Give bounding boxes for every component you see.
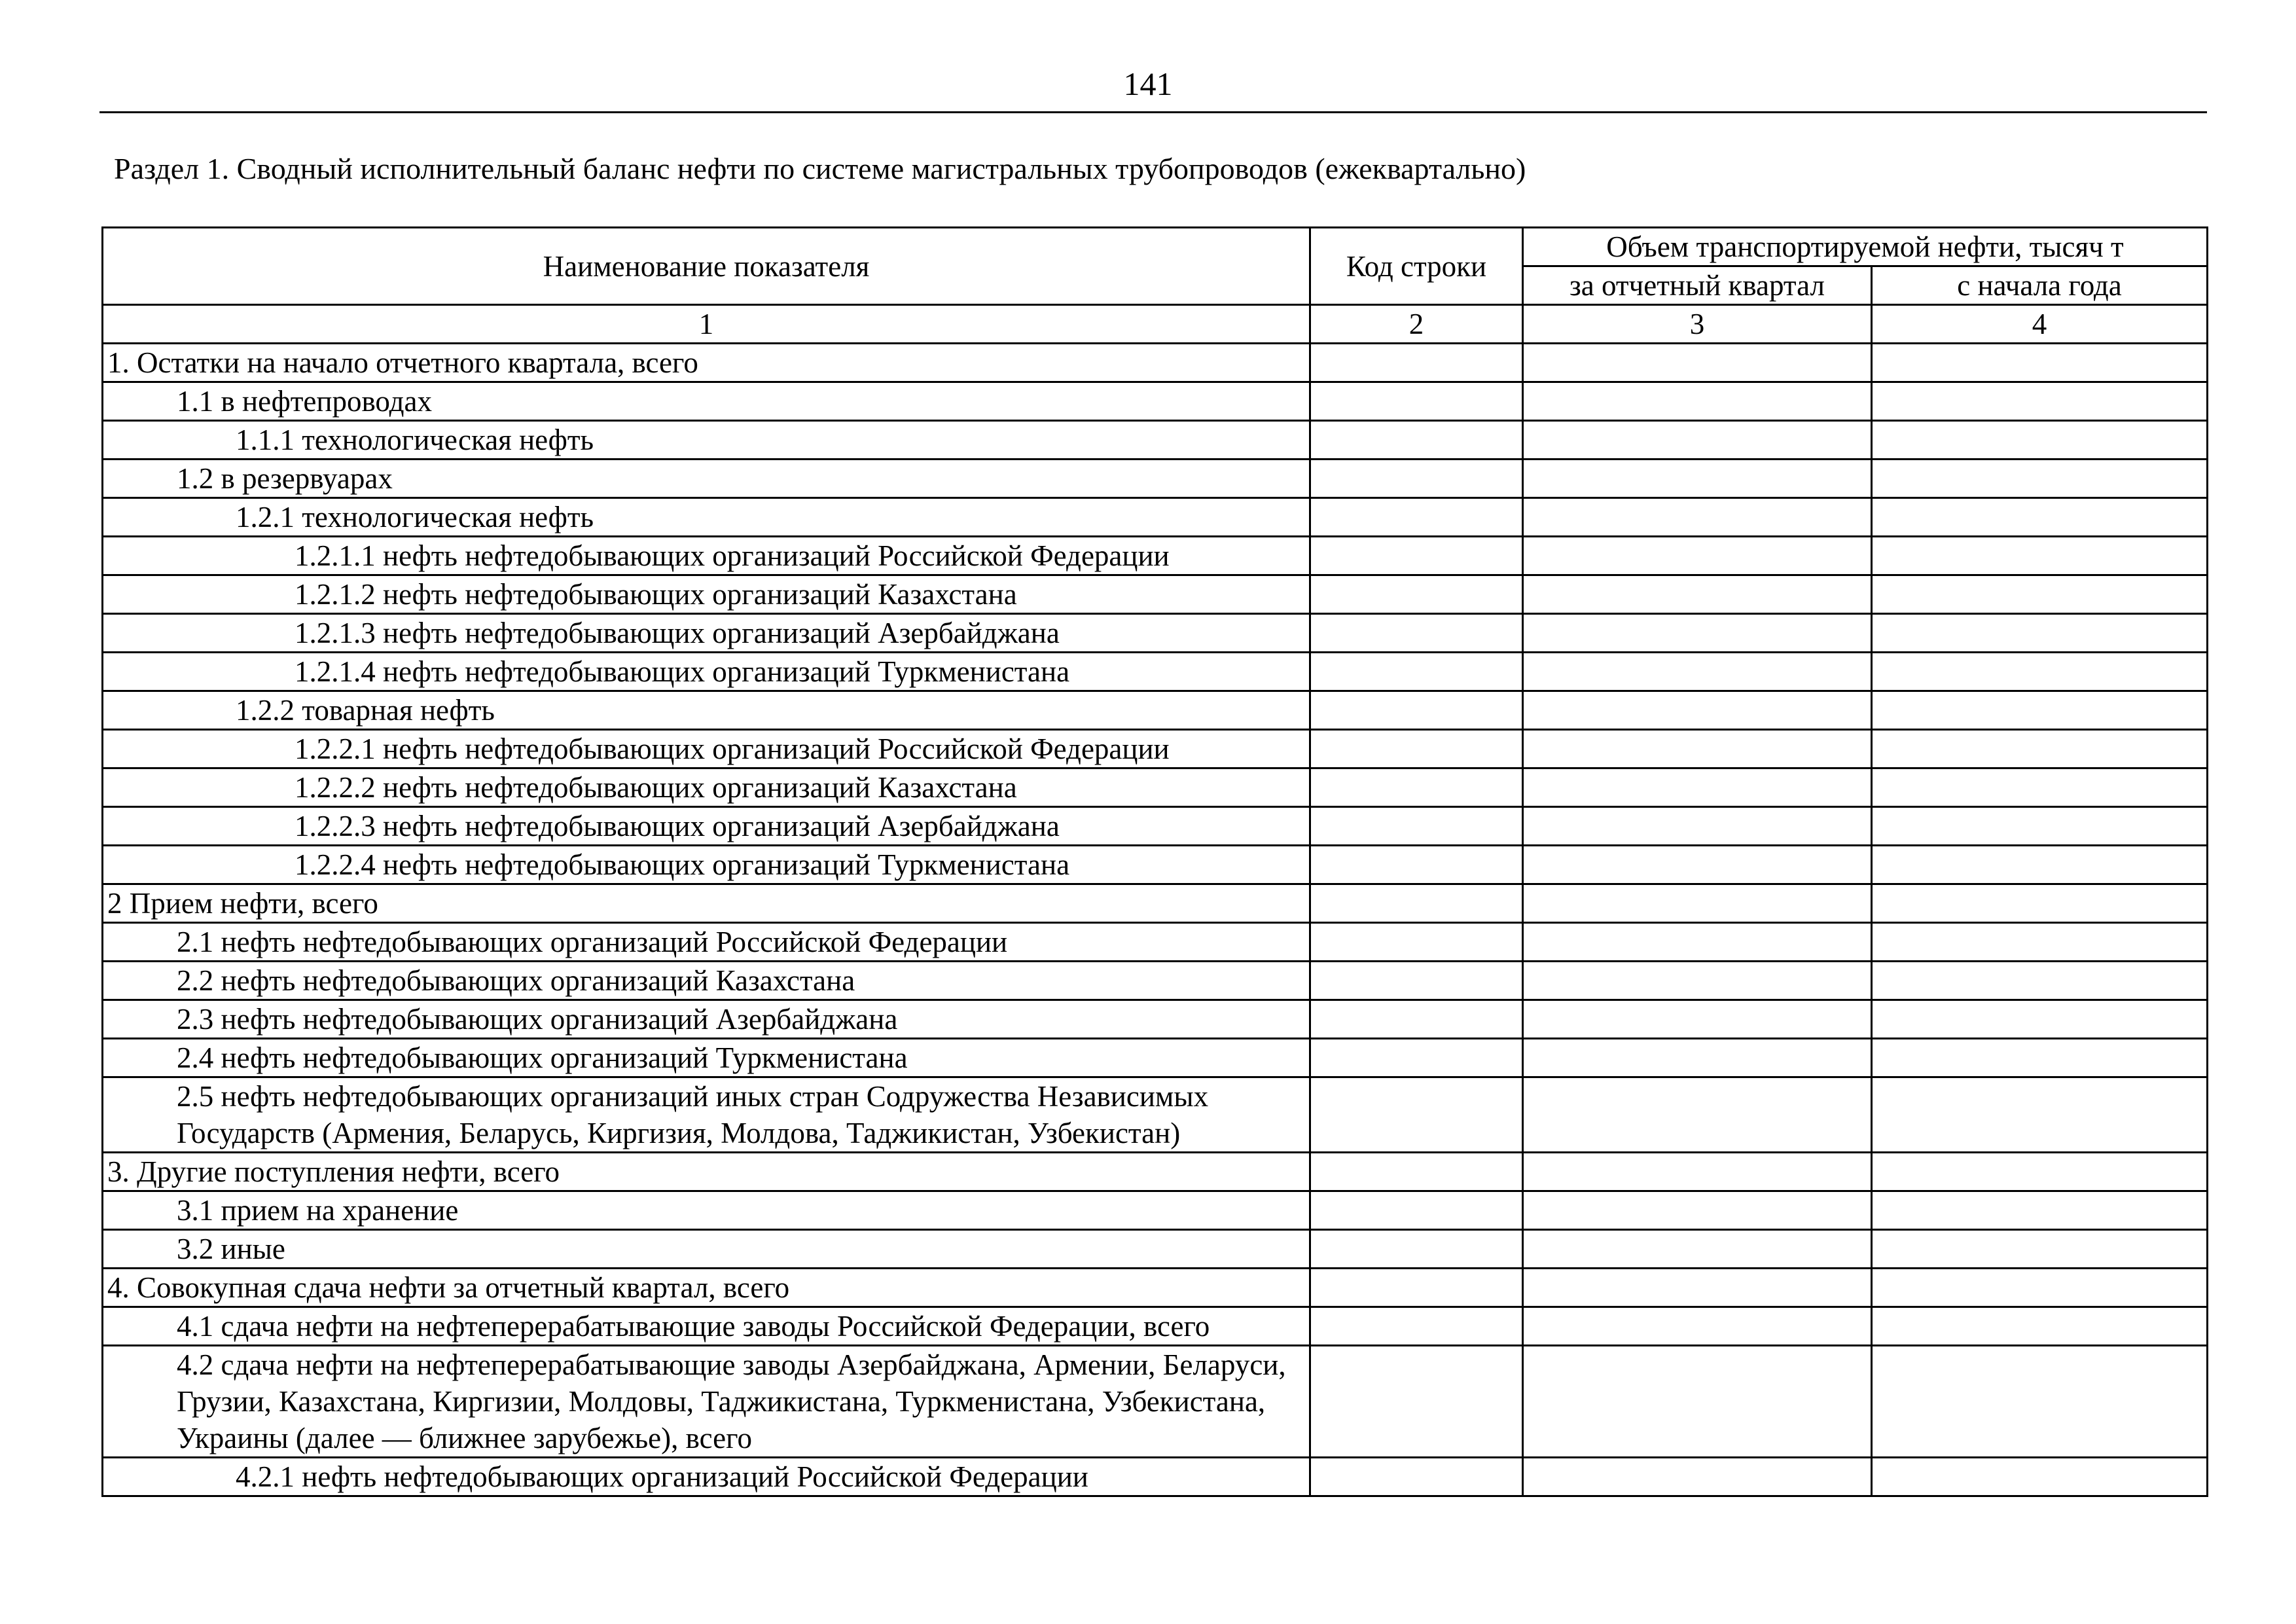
- indicator-label: 1.2.1 технологическая нефть: [103, 498, 1310, 537]
- header-row-code: Код строки: [1310, 228, 1523, 305]
- quarter-value-cell[interactable]: [1523, 1230, 1872, 1269]
- ytd-value-cell[interactable]: [1872, 1307, 2208, 1346]
- row-code-cell[interactable]: [1310, 1346, 1523, 1458]
- row-code-cell[interactable]: [1310, 1191, 1523, 1230]
- header-year-to-date: с начала года: [1872, 266, 2208, 305]
- ytd-value-cell[interactable]: [1872, 498, 2208, 537]
- quarter-value-cell[interactable]: [1523, 807, 1872, 846]
- row-code-cell[interactable]: [1310, 421, 1523, 460]
- row-code-cell[interactable]: [1310, 1230, 1523, 1269]
- ytd-value-cell[interactable]: [1872, 923, 2208, 962]
- ytd-value-cell[interactable]: [1872, 344, 2208, 382]
- row-code-cell[interactable]: [1310, 382, 1523, 421]
- quarter-value-cell[interactable]: [1523, 846, 1872, 884]
- ytd-value-cell[interactable]: [1872, 421, 2208, 460]
- table-row: [103, 691, 2208, 730]
- table-row: [103, 1346, 2208, 1458]
- quarter-value-cell[interactable]: [1523, 344, 1872, 382]
- quarter-value-cell[interactable]: [1523, 1346, 1872, 1458]
- row-code-cell[interactable]: [1310, 1307, 1523, 1346]
- table-row: [103, 653, 2208, 691]
- table-row: [103, 498, 2208, 537]
- ytd-value-cell[interactable]: [1872, 884, 2208, 923]
- row-code-cell[interactable]: [1310, 730, 1523, 768]
- ytd-value-cell[interactable]: [1872, 1458, 2208, 1496]
- indicator-label: 3. Другие поступления нефти, всего: [103, 1153, 1310, 1191]
- quarter-value-cell[interactable]: [1523, 768, 1872, 807]
- table-row: [103, 382, 2208, 421]
- column-number: 2: [1310, 305, 1523, 344]
- row-code-cell[interactable]: [1310, 884, 1523, 923]
- table-row: [103, 923, 2208, 962]
- row-code-cell[interactable]: [1310, 1077, 1523, 1153]
- ytd-value-cell[interactable]: [1872, 1191, 2208, 1230]
- indicator-label: 1.2.2.4 нефть нефтедобывающих организаций Туркменистана: [103, 846, 1310, 884]
- ytd-value-cell[interactable]: [1872, 730, 2208, 768]
- table-row: [103, 344, 2208, 382]
- ytd-value-cell[interactable]: [1872, 653, 2208, 691]
- indicator-label: 2.1 нефть нефтедобывающих организаций Российской Федерации: [103, 923, 1310, 962]
- page-number: 141: [1123, 65, 1173, 102]
- indicator-label: 1.2.2 товарная нефть: [103, 691, 1310, 730]
- ytd-value-cell[interactable]: [1872, 962, 2208, 1000]
- ytd-value-cell[interactable]: [1872, 1153, 2208, 1191]
- quarter-value-cell[interactable]: [1523, 653, 1872, 691]
- ytd-value-cell[interactable]: [1872, 1346, 2208, 1458]
- row-code-cell[interactable]: [1310, 691, 1523, 730]
- header-oil-volume: Объем транспортируемой нефти, тысяч т: [1523, 228, 2208, 266]
- row-code-cell[interactable]: [1310, 344, 1523, 382]
- table-row: [103, 537, 2208, 575]
- indicator-label: 3.2 иные: [103, 1230, 1310, 1269]
- table-row: [103, 1039, 2208, 1077]
- quarter-value-cell[interactable]: [1523, 498, 1872, 537]
- quarter-value-cell[interactable]: [1523, 1269, 1872, 1307]
- quarter-value-cell[interactable]: [1523, 962, 1872, 1000]
- row-code-cell[interactable]: [1310, 460, 1523, 498]
- row-code-cell[interactable]: [1310, 807, 1523, 846]
- quarter-value-cell[interactable]: [1523, 614, 1872, 653]
- ytd-value-cell[interactable]: [1872, 1039, 2208, 1077]
- column-number: 3: [1523, 305, 1872, 344]
- quarter-value-cell[interactable]: [1523, 730, 1872, 768]
- indicator-label: 2.2 нефть нефтедобывающих организаций Казахстана: [103, 962, 1310, 1000]
- indicator-label: 1.2.2.3 нефть нефтедобывающих организаций Азербайджана: [103, 807, 1310, 846]
- indicator-label: 1.2.2.2 нефть нефтедобывающих организаций Казахстана: [103, 768, 1310, 807]
- indicator-label: 1.2.1.3 нефть нефтедобывающих организаций Азербайджана: [103, 614, 1310, 653]
- ytd-value-cell[interactable]: [1872, 460, 2208, 498]
- indicator-label: 1.2 в резервуарах: [103, 460, 1310, 498]
- quarter-value-cell[interactable]: [1523, 923, 1872, 962]
- indicator-label: 1.2.2.1 нефть нефтедобывающих организаций Российской Федерации: [103, 730, 1310, 768]
- row-code-cell[interactable]: [1310, 1039, 1523, 1077]
- row-code-cell[interactable]: [1310, 1269, 1523, 1307]
- table-row: [103, 1269, 2208, 1307]
- quarter-value-cell[interactable]: [1523, 884, 1872, 923]
- indicator-label: 1.2.1.1 нефть нефтедобывающих организаций Российской Федерации: [103, 537, 1310, 575]
- indicator-label: 4.2 сдача нефти на нефтеперерабатывающие заводы Азербайджана, Армении, Беларуси, Грузии, Казахстана, Киргизии, Молдовы, Таджикистана, Туркменистана, Узбекистана, Украины (далее — ближнее зарубежье), всего: [103, 1346, 1310, 1458]
- quarter-value-cell[interactable]: [1523, 1039, 1872, 1077]
- indicator-label: 1.1.1 технологическая нефть: [103, 421, 1310, 460]
- ytd-value-cell[interactable]: [1872, 382, 2208, 421]
- table-row: [103, 1458, 2208, 1496]
- indicator-label: 1.2.1.2 нефть нефтедобывающих организаций Казахстана: [103, 575, 1310, 614]
- ytd-value-cell[interactable]: [1872, 614, 2208, 653]
- ytd-value-cell[interactable]: [1872, 768, 2208, 807]
- column-number-row: [103, 305, 2208, 344]
- section-title: Раздел 1. Сводный исполнительный баланс нефти по системе магистральных трубопроводов (ежеквартально): [114, 152, 1526, 185]
- indicator-label: 1.1 в нефтепроводах: [103, 382, 1310, 421]
- quarter-value-cell[interactable]: [1523, 1153, 1872, 1191]
- indicator-label: 1.2.1.4 нефть нефтедобывающих организаций Туркменистана: [103, 653, 1310, 691]
- header-rule: [99, 111, 2207, 113]
- indicator-label: 4.2.1 нефть нефтедобывающих организаций Российской Федерации: [103, 1458, 1310, 1496]
- ytd-value-cell[interactable]: [1872, 537, 2208, 575]
- table-row: [103, 846, 2208, 884]
- row-code-cell[interactable]: [1310, 846, 1523, 884]
- balance-table: [101, 226, 2208, 1497]
- quarter-value-cell[interactable]: [1523, 1077, 1872, 1153]
- ytd-value-cell[interactable]: [1872, 846, 2208, 884]
- table-row: [103, 575, 2208, 614]
- table-row: [103, 730, 2208, 768]
- quarter-value-cell[interactable]: [1523, 1000, 1872, 1039]
- table-row: [103, 1230, 2208, 1269]
- indicator-label: 4.1 сдача нефти на нефтеперерабатывающие заводы Российской Федерации, всего: [103, 1307, 1310, 1346]
- indicator-label: 1. Остатки на начало отчетного квартала, всего: [103, 344, 1310, 382]
- row-code-cell[interactable]: [1310, 1000, 1523, 1039]
- indicator-label: 2.5 нефть нефтедобывающих организаций иных стран Содружества Независимых Государств (Армения, Беларусь, Киргизия, Молдова, Таджикистан, Узбекистан): [103, 1077, 1310, 1153]
- ytd-value-cell[interactable]: [1872, 691, 2208, 730]
- row-code-cell[interactable]: [1310, 962, 1523, 1000]
- table-row: [103, 1153, 2208, 1191]
- header-reporting-quarter: за отчетный квартал: [1523, 266, 1872, 305]
- quarter-value-cell[interactable]: [1523, 421, 1872, 460]
- indicator-label: 2.3 нефть нефтедобывающих организаций Азербайджана: [103, 1000, 1310, 1039]
- ytd-value-cell[interactable]: [1872, 1077, 2208, 1153]
- row-code-cell[interactable]: [1310, 1458, 1523, 1496]
- indicator-label: 3.1 прием на хранение: [103, 1191, 1310, 1230]
- row-code-cell[interactable]: [1310, 653, 1523, 691]
- row-code-cell[interactable]: [1310, 575, 1523, 614]
- ytd-value-cell[interactable]: [1872, 575, 2208, 614]
- table-row: [103, 884, 2208, 923]
- quarter-value-cell[interactable]: [1523, 382, 1872, 421]
- table-row: [103, 460, 2208, 498]
- table-row: [103, 768, 2208, 807]
- ytd-value-cell[interactable]: [1872, 1230, 2208, 1269]
- table-row: [103, 1307, 2208, 1346]
- row-code-cell[interactable]: [1310, 498, 1523, 537]
- quarter-value-cell[interactable]: [1523, 1191, 1872, 1230]
- indicator-label: 2 Прием нефти, всего: [103, 884, 1310, 923]
- table-row: [103, 962, 2208, 1000]
- indicator-label: 2.4 нефть нефтедобывающих организаций Туркменистана: [103, 1039, 1310, 1077]
- ytd-value-cell[interactable]: [1872, 1000, 2208, 1039]
- quarter-value-cell[interactable]: [1523, 1307, 1872, 1346]
- indicator-label: 4. Совокупная сдача нефти за отчетный квартал, всего: [103, 1269, 1310, 1307]
- header-indicator-name: Наименование показателя: [103, 228, 1310, 305]
- row-code-cell[interactable]: [1310, 923, 1523, 962]
- quarter-value-cell[interactable]: [1523, 1458, 1872, 1496]
- table-row: [103, 421, 2208, 460]
- table-row: [103, 614, 2208, 653]
- column-number: 1: [103, 305, 1310, 344]
- row-code-cell[interactable]: [1310, 1153, 1523, 1191]
- column-number: 4: [1872, 305, 2208, 344]
- table-row: [103, 807, 2208, 846]
- table-row: [103, 1077, 2208, 1153]
- table-row: [103, 1191, 2208, 1230]
- table-row: [103, 1000, 2208, 1039]
- row-code-cell[interactable]: [1310, 768, 1523, 807]
- quarter-value-cell[interactable]: [1523, 460, 1872, 498]
- ytd-value-cell[interactable]: [1872, 807, 2208, 846]
- quarter-value-cell[interactable]: [1523, 691, 1872, 730]
- row-code-cell[interactable]: [1310, 614, 1523, 653]
- row-code-cell[interactable]: [1310, 537, 1523, 575]
- quarter-value-cell[interactable]: [1523, 537, 1872, 575]
- quarter-value-cell[interactable]: [1523, 575, 1872, 614]
- ytd-value-cell[interactable]: [1872, 1269, 2208, 1307]
